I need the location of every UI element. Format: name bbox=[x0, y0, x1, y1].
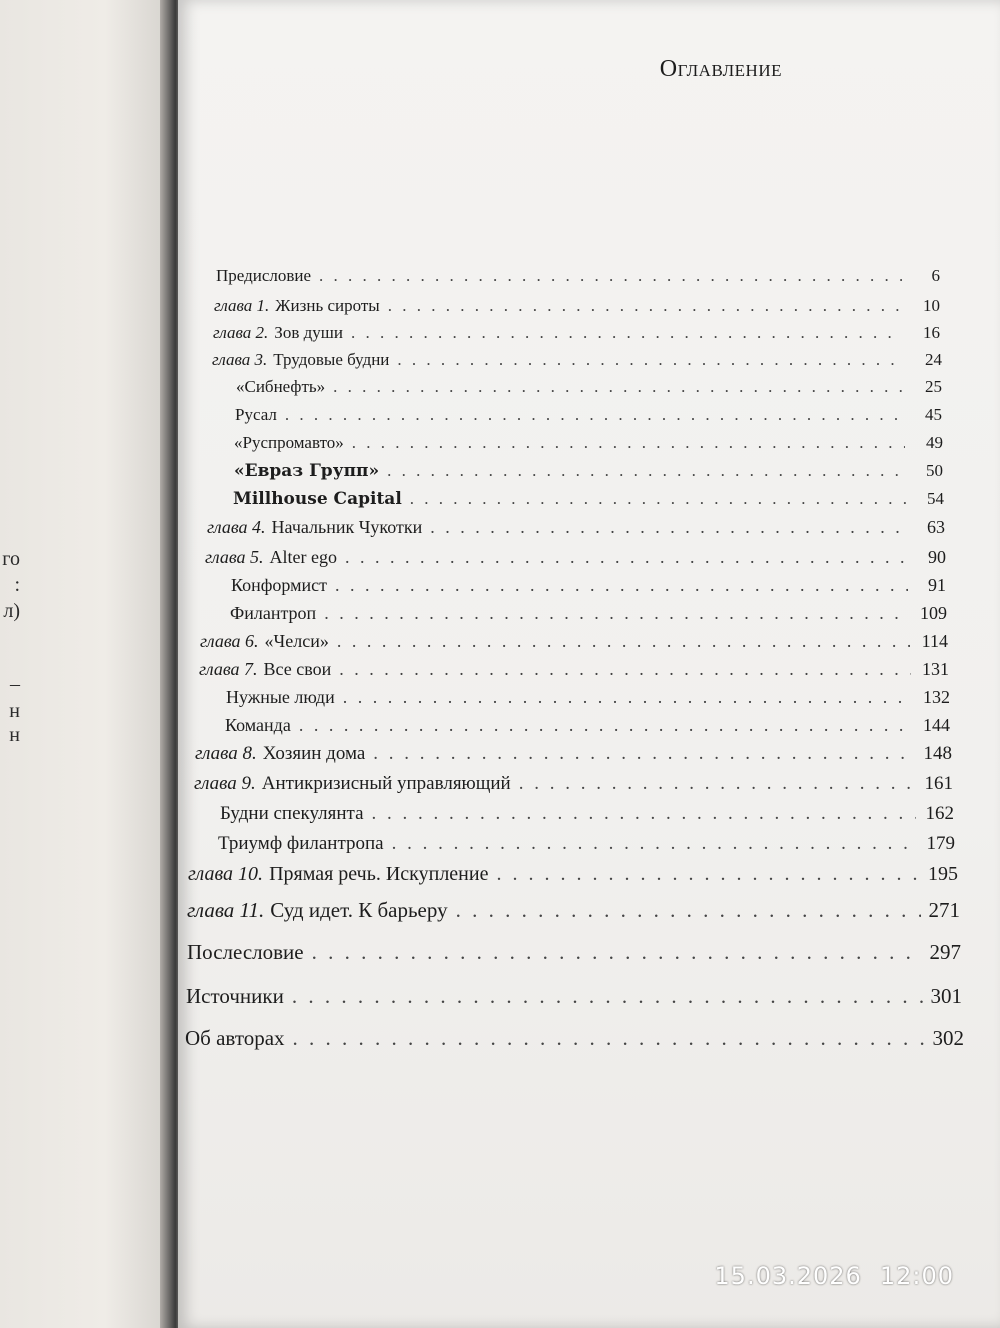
toc-entry-title: Нужные люди bbox=[226, 687, 335, 707]
photo-time: 12:00 bbox=[879, 1262, 954, 1290]
toc-entry bbox=[185, 1026, 964, 1051]
toc-page-number: 148 bbox=[923, 743, 952, 764]
photo-date: 15.03.2026 bbox=[714, 1262, 862, 1290]
toc-entry bbox=[187, 898, 960, 923]
toc-dot-leader bbox=[337, 631, 910, 652]
toc-page-number: 162 bbox=[925, 803, 954, 824]
toc-dot-leader bbox=[397, 350, 904, 370]
toc-page-number: 144 bbox=[923, 715, 950, 735]
toc-entry bbox=[220, 803, 954, 825]
toc-chapter-number: глава 8. bbox=[195, 743, 257, 764]
toc-entry bbox=[235, 405, 942, 425]
toc-dot-leader bbox=[319, 266, 902, 286]
toc-page-number: 109 bbox=[920, 603, 947, 623]
toc-page-number: 45 bbox=[925, 405, 942, 424]
toc-dot-leader bbox=[388, 296, 902, 316]
toc-dot-leader bbox=[292, 984, 923, 1009]
toc-page-number: 49 bbox=[926, 433, 943, 452]
toc-dot-leader bbox=[496, 863, 920, 886]
toc-dot-leader bbox=[351, 323, 902, 343]
toc-page bbox=[178, 0, 1000, 1328]
toc-entry bbox=[205, 547, 946, 568]
toc-entry-title: Трудовые будни bbox=[273, 350, 390, 369]
toc-chapter-number: глава 9. bbox=[194, 773, 256, 794]
toc-entry bbox=[234, 461, 943, 481]
left-page-text-fragment: : bbox=[14, 574, 20, 596]
toc-entry-title: Хозяин дома bbox=[262, 743, 366, 764]
toc-page-number: 90 bbox=[928, 547, 946, 567]
toc-dot-leader bbox=[373, 743, 914, 765]
toc-entry-title: Суд идет. К барьеру bbox=[270, 898, 448, 922]
toc-entry-title: Послесловие bbox=[187, 940, 304, 964]
toc-dot-leader bbox=[519, 773, 915, 795]
toc-chapter-number: глава 6. bbox=[200, 631, 259, 651]
toc-dot-leader bbox=[285, 405, 904, 425]
toc-page-number: 161 bbox=[924, 773, 953, 794]
toc-entry-title: Все свои bbox=[263, 659, 332, 679]
toc-entry-title: Триумф филантропа bbox=[218, 833, 384, 854]
toc-page-number: 25 bbox=[925, 377, 942, 396]
toc-entry-title: Филантроп bbox=[230, 603, 317, 623]
toc-chapter-number: глава 2. bbox=[213, 323, 269, 342]
toc-dot-leader bbox=[299, 715, 912, 736]
toc-dot-leader bbox=[293, 1026, 925, 1051]
photo-timestamp bbox=[714, 1262, 954, 1290]
toc-page-number: 302 bbox=[932, 1026, 964, 1050]
toc-dot-leader bbox=[312, 940, 922, 965]
toc-entry bbox=[212, 350, 942, 370]
toc-entry bbox=[216, 266, 940, 286]
toc-entry bbox=[199, 659, 949, 680]
toc-chapter-number: глава 5. bbox=[205, 547, 264, 567]
toc-page-number: 301 bbox=[930, 984, 962, 1008]
toc-dot-leader bbox=[352, 433, 905, 453]
toc-entry bbox=[231, 575, 946, 596]
toc-entry-title: Начальник Чукотки bbox=[271, 517, 423, 537]
toc-entry bbox=[225, 715, 950, 736]
toc-page-number: 24 bbox=[925, 350, 942, 369]
left-page-text-fragment: л) bbox=[3, 600, 20, 622]
toc-entry bbox=[194, 773, 953, 795]
toc-dot-leader bbox=[345, 547, 908, 568]
toc-entry-title: Предисловие bbox=[216, 266, 312, 285]
toc-page-number: 132 bbox=[923, 687, 950, 707]
toc-chapter-number: глава 11. bbox=[187, 898, 265, 922]
toc-entry-title: «Руспромавто» bbox=[234, 433, 344, 452]
left-page-text-fragment: – bbox=[10, 673, 20, 695]
toc-page-number: 6 bbox=[931, 266, 940, 285]
toc-entry-title: «Челси» bbox=[264, 631, 329, 651]
left-page-text-fragment: н bbox=[9, 700, 20, 722]
toc-dot-leader bbox=[343, 687, 912, 708]
toc-dot-leader bbox=[335, 575, 908, 596]
toc-dot-leader bbox=[410, 489, 906, 509]
toc-page-number: 63 bbox=[927, 517, 945, 537]
toc-entry bbox=[187, 940, 961, 965]
toc-entry bbox=[233, 489, 944, 509]
toc-entry bbox=[207, 517, 945, 538]
toc-page-number: 179 bbox=[926, 833, 955, 854]
toc-page-number: 297 bbox=[929, 940, 961, 964]
toc-entry-title: Русал bbox=[235, 405, 277, 424]
toc-dot-leader bbox=[430, 517, 907, 538]
toc-entry bbox=[218, 833, 955, 855]
toc-dot-leader bbox=[339, 659, 911, 680]
toc-page-number: 50 bbox=[926, 461, 943, 480]
toc-entry bbox=[234, 433, 943, 453]
toc-chapter-number: глава 10. bbox=[188, 863, 264, 885]
toc-entry bbox=[236, 377, 942, 397]
toc-page-number: 54 bbox=[927, 489, 944, 508]
toc-entry bbox=[195, 743, 952, 765]
toc-entry-title: «Евраз Групп» bbox=[234, 461, 380, 481]
toc-title: Оглавление bbox=[659, 56, 782, 82]
toc-entry-title: Millhouse Capital bbox=[233, 489, 402, 509]
toc-entry-title: Конформист bbox=[231, 575, 328, 595]
toc-entry-title: Alter ego bbox=[269, 547, 338, 567]
toc-page-number: 91 bbox=[928, 575, 946, 595]
toc-entry bbox=[226, 687, 950, 708]
toc-page-number: 16 bbox=[923, 323, 940, 342]
toc-entry bbox=[200, 631, 948, 652]
toc-dot-leader bbox=[324, 603, 909, 624]
toc-dot-leader bbox=[456, 898, 921, 923]
left-page-text-fragment: го bbox=[2, 548, 20, 570]
toc-dot-leader bbox=[333, 377, 904, 397]
toc-entry-title: Антикризисный управляющий bbox=[261, 773, 511, 794]
toc-list bbox=[178, 0, 1000, 1100]
toc-dot-leader bbox=[372, 803, 916, 825]
toc-entry-title: Прямая речь. Искупление bbox=[269, 863, 489, 885]
toc-entry bbox=[186, 984, 962, 1009]
toc-page-number: 195 bbox=[928, 863, 958, 885]
left-page-text-fragment: н bbox=[9, 724, 20, 746]
left-page bbox=[0, 0, 175, 1328]
toc-entry bbox=[213, 323, 940, 343]
toc-chapter-number: глава 4. bbox=[207, 517, 266, 537]
toc-entry bbox=[188, 863, 958, 886]
toc-entry-title: Жизнь сироты bbox=[275, 296, 380, 315]
toc-page-number: 10 bbox=[923, 296, 940, 315]
toc-entry-title: Об авторах bbox=[185, 1026, 285, 1050]
toc-chapter-number: глава 7. bbox=[199, 659, 258, 679]
toc-entry-title: Зов души bbox=[274, 323, 343, 342]
toc-dot-leader bbox=[392, 833, 917, 855]
toc-dot-leader bbox=[387, 461, 905, 481]
toc-entry-title: Источники bbox=[186, 984, 284, 1008]
toc-page-number: 131 bbox=[922, 659, 949, 679]
toc-entry bbox=[230, 603, 947, 624]
toc-entry-title: Команда bbox=[225, 715, 291, 735]
toc-entry-title: Будни спекулянта bbox=[220, 803, 364, 824]
toc-chapter-number: глава 1. bbox=[214, 296, 270, 315]
toc-entry bbox=[214, 296, 940, 316]
toc-page-number: 271 bbox=[928, 898, 960, 922]
toc-page-number: 114 bbox=[921, 631, 948, 651]
toc-chapter-number: глава 3. bbox=[212, 350, 268, 369]
toc-entry-title: «Сибнефть» bbox=[236, 377, 326, 396]
